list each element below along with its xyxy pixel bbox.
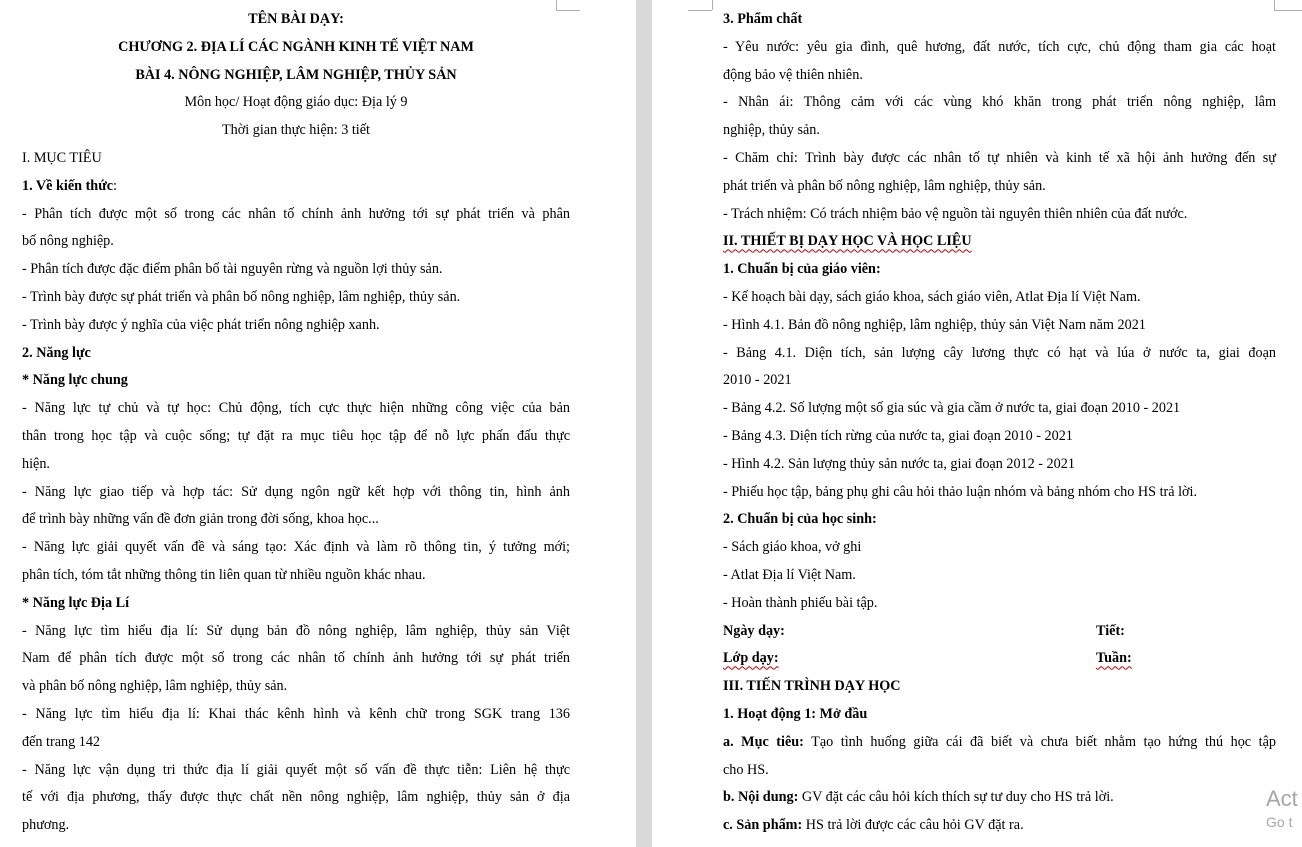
paragraph-line[interactable]: - Trình bày được sự phát triển và phân bố nông nghiệp, lâm nghiệp, thủy sản. [22, 288, 461, 305]
section-heading-process[interactable]: III. TIẾN TRÌNH DẠY HỌC [723, 678, 901, 695]
paragraph-content[interactable] [723, 784, 1276, 812]
paragraph-line[interactable]: đến trang 142 [22, 733, 101, 750]
schedule-row-class[interactable] [723, 645, 1276, 673]
paragraph-line[interactable]: Nam để phân tích được một số trong các nhân tố chính ảnh hưởng tới sự phát triển [22, 650, 570, 667]
paragraph-line[interactable]: - Yêu nước: yêu gia đình, quê hương, đất nước, tích cực, chủ động tham gia các hoạt [723, 38, 1276, 55]
page-right-content [723, 6, 1276, 840]
paragraph-line[interactable]: - Năng lực giải quyết vấn đề và sáng tạo: Xác định và làm rõ thông tin, ý tưởng mới; [22, 539, 570, 556]
paragraph-line[interactable]: động bảo vệ thiên nhiên. [723, 66, 863, 83]
section-heading-objectives[interactable]: I. MỤC TIÊU [22, 149, 102, 166]
paragraph-line[interactable]: - Năng lực tìm hiểu địa lí: Sử dụng bản đồ nông nghiệp, lâm nghiệp, thủy sản Việt [22, 622, 570, 639]
page-left-content [22, 6, 570, 840]
subheading-competence[interactable]: 2. Năng lực [22, 344, 91, 361]
paragraph-line[interactable]: để trình bày những vấn đề đơn giản trong đời sống, khoa học... [22, 511, 379, 528]
paragraph-line[interactable]: - Chăm chỉ: Trình bày được các nhân tố tự nhiên và kinh tế xã hội ảnh hưởng đến sự [723, 149, 1276, 166]
lesson-title[interactable]: BÀI 4. NÔNG NGHIỆP, LÂM NGHIỆP, THỦY SẢN [135, 66, 457, 83]
objective-text: Tạo tình huống giữa cái đã biết và chưa biết nhằm tạo hứng thú học tập [803, 733, 1276, 750]
subheading-qualities[interactable]: 3. Phẩm chất [723, 11, 803, 27]
subheading-activity-1[interactable]: 1. Hoạt động 1: Mở đầu [723, 705, 868, 722]
week-label: Tuần: [1096, 650, 1132, 667]
paragraph-line[interactable]: - Năng lực tìm hiểu địa lí: Khai thác kênh hình và kênh chữ trong SGK trang 136 [22, 705, 570, 722]
paragraph-line[interactable]: - Bảng 4.2. Số lượng một số gia súc và gia cầm ở nước ta, giai đoạn 2010 - 2021 [723, 400, 1181, 417]
paragraph-line[interactable]: phát triển và phân bố nông nghiệp, lâm nghiệp, thủy sản. [723, 177, 1046, 194]
paragraph-line[interactable]: - Trách nhiệm: Có trách nhiệm bảo vệ nguồn tài nguyên thiên nhiên của đất nước. [723, 205, 1188, 222]
paragraph-line[interactable]: - Sách giáo khoa, vở ghi [723, 539, 862, 556]
lesson-label[interactable]: TÊN BÀI DẠY: [248, 11, 344, 27]
paragraph-line[interactable]: phương. [22, 817, 70, 834]
paragraph-line[interactable]: - Năng lực tự chủ và tự học: Chủ động, tích cực thực hiện những công việc của bản [22, 400, 570, 417]
paragraph-line[interactable]: và phân bố nông nghiệp, lâm nghiệp, thủy sản. [22, 678, 288, 695]
paragraph-line[interactable]: - Hình 4.1. Bản đồ nông nghiệp, lâm nghiệp, thủy sản Việt Nam năm 2021 [723, 316, 1146, 333]
paragraph-product[interactable] [723, 812, 1276, 840]
content-text: GV đặt các câu hỏi kích thích sự tư duy cho HS trả lời. [798, 789, 1114, 806]
subheading-knowledge-colon: : [113, 177, 117, 194]
watermark-line-1: Act [1266, 786, 1298, 811]
paragraph-line[interactable]: tế với địa phương, thấy được thực chất nền nông nghiệp, lâm nghiệp, thủy sản ở địa [22, 789, 570, 806]
subject-line[interactable]: Môn học/ Hoạt động giáo dục: Địa lý 9 [184, 94, 408, 111]
paragraph-line[interactable]: - Phân tích được một số trong các nhân tố chính ảnh hưởng tới sự phát triển và phân [22, 205, 570, 222]
paragraph-line[interactable]: - Phân tích được đặc điểm phân bố tài nguyên rừng và nguồn lợi thủy sản. [22, 261, 443, 278]
crop-mark [688, 10, 712, 11]
subheading-geography-competence[interactable]: * Năng lực Địa Lí [22, 594, 130, 611]
document-page-left[interactable] [0, 0, 636, 847]
paragraph-line[interactable]: thân trong học tập và cuộc sống; tự đặt ra mục tiêu học tập để nỗ lực phấn đấu thực [22, 427, 570, 444]
duration-line[interactable]: Thời gian thực hiện: 3 tiết [222, 122, 370, 139]
paragraph-line[interactable]: - Trình bày được ý nghĩa của việc phát triển nông nghiệp xanh. [22, 316, 380, 333]
paragraph-line[interactable]: - Năng lực giao tiếp và hợp tác: Sử dụng ngôn ngữ kết hợp với thông tin, hình ảnh [22, 483, 570, 500]
paragraph-line[interactable]: 2010 - 2021 [723, 372, 792, 389]
watermark-line-2: Go t [1266, 814, 1293, 830]
subheading-teacher-prep[interactable]: 1. Chuẩn bị của giáo viên: [723, 261, 881, 278]
section-heading-equipment-text: II. THIẾT BỊ DẠY HỌC VÀ HỌC LIỆU [723, 233, 972, 250]
section-heading-equipment[interactable] [723, 228, 1276, 256]
subheading-general-competence[interactable]: * Năng lực chung [22, 372, 128, 389]
activate-windows-watermark [1266, 786, 1298, 832]
paragraph-line[interactable]: nghiệp, thủy sản. [723, 122, 820, 139]
paragraph-line[interactable]: hiện. [22, 455, 50, 472]
objective-label: a. Mục tiêu: [723, 733, 804, 750]
schedule-row-date[interactable] [723, 618, 1276, 646]
paragraph-line[interactable]: - Bảng 4.3. Diện tích rừng của nước ta, giai đoạn 2010 - 2021 [723, 427, 1073, 444]
subheading-knowledge[interactable] [22, 173, 570, 201]
paragraph-line[interactable]: - Atlat Địa lí Việt Nam. [723, 566, 856, 583]
paragraph-objective[interactable] [723, 729, 1276, 757]
crop-mark [712, 0, 713, 10]
subheading-knowledge-text: 1. Về kiến thức [22, 177, 114, 194]
subheading-student-prep[interactable]: 2. Chuẩn bị của học sinh: [723, 511, 877, 528]
document-page-right[interactable] [652, 0, 1302, 847]
paragraph-line[interactable]: - Hoàn thành phiếu bài tập. [723, 594, 878, 611]
paragraph-line[interactable]: - Năng lực vận dụng tri thức địa lí giải quyết một số vấn đề thực tiễn: Liên hệ thực [22, 761, 570, 778]
paragraph-line[interactable]: - Bảng 4.1. Diện tích, sản lượng cây lương thực có hạt và lúa ở nước ta, giai đoạn [723, 344, 1276, 361]
paragraph-line[interactable]: - Kế hoạch bài dạy, sách giáo khoa, sách giáo viên, Atlat Địa lí Việt Nam. [723, 288, 1141, 305]
crop-mark [1274, 10, 1302, 11]
paragraph-line[interactable]: bố nông nghiệp. [22, 233, 114, 250]
product-label: c. Sản phẩm: [723, 817, 803, 834]
paragraph-line[interactable]: - Phiếu học tập, bảng phụ ghi câu hỏi thảo luận nhóm và bảng nhóm cho HS trả lời. [723, 483, 1198, 500]
teaching-date-label: Ngày dạy: [723, 622, 785, 639]
paragraph-line[interactable]: phân tích, tóm tắt những thông tin liên quan từ nhiều nguồn khác nhau. [22, 566, 426, 583]
paragraph-line[interactable]: - Nhân ái: Thông cảm với các vùng khó khăn trong phát triển nông nghiệp, lâm [723, 94, 1276, 111]
content-label: b. Nội dung: [723, 789, 799, 806]
class-label: Lớp dạy: [723, 650, 779, 667]
period-label: Tiết: [1096, 622, 1125, 639]
chapter-title[interactable]: CHƯƠNG 2. ĐỊA LÍ CÁC NGÀNH KINH TẾ VIỆT NAM [118, 38, 474, 55]
paragraph-line[interactable]: cho HS. [723, 761, 769, 778]
paragraph-line[interactable]: - Hình 4.2. Sản lượng thủy sản nước ta, giai đoạn 2012 - 2021 [723, 455, 1075, 472]
product-text: HS trả lời được các câu hỏi GV đặt ra. [802, 817, 1024, 834]
